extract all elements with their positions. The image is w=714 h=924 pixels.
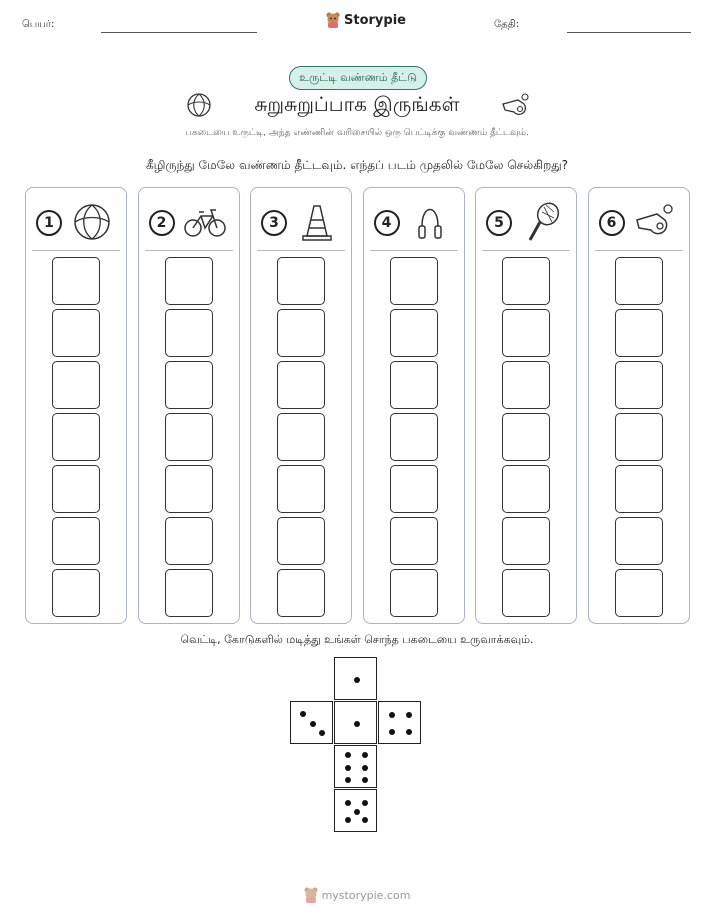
- color-box[interactable]: [390, 309, 438, 357]
- die-pip: [345, 817, 351, 823]
- column-number: 4: [374, 210, 400, 236]
- color-box[interactable]: [165, 517, 213, 565]
- color-box[interactable]: [502, 361, 550, 409]
- color-box[interactable]: [390, 413, 438, 461]
- die-pip: [362, 765, 368, 771]
- color-box[interactable]: [165, 257, 213, 305]
- color-box[interactable]: [390, 517, 438, 565]
- color-box[interactable]: [277, 517, 325, 565]
- die-pip: [362, 752, 368, 758]
- color-box[interactable]: [52, 517, 100, 565]
- color-box[interactable]: [277, 257, 325, 305]
- color-box[interactable]: [165, 569, 213, 617]
- die-pip: [345, 800, 351, 806]
- die-face-5: [334, 789, 377, 832]
- die-pip: [406, 729, 412, 735]
- die-face-4: [378, 701, 421, 744]
- color-box[interactable]: [502, 517, 550, 565]
- color-box[interactable]: [615, 465, 663, 513]
- color-box[interactable]: [52, 361, 100, 409]
- column-number: 5: [486, 210, 512, 236]
- brand-name: Storypie: [344, 12, 406, 28]
- date-line: [567, 32, 691, 33]
- color-box[interactable]: [165, 465, 213, 513]
- storypie-bear-icon: [304, 887, 318, 903]
- column-divider: [257, 250, 345, 251]
- footer: [0, 887, 714, 903]
- page-title: சுறுசுறுப்பாக இருங்கள்: [254, 92, 460, 116]
- die-net[interactable]: [290, 657, 424, 835]
- color-box[interactable]: [277, 465, 325, 513]
- column-divider: [32, 250, 120, 251]
- die-pip: [389, 712, 395, 718]
- column-divider: [145, 250, 233, 251]
- brand-logo: [326, 12, 406, 28]
- color-box[interactable]: [390, 569, 438, 617]
- column-number: 6: [599, 210, 625, 236]
- die-pip: [319, 730, 325, 736]
- die-pip: [354, 677, 360, 683]
- color-box[interactable]: [277, 309, 325, 357]
- die-face-1: [334, 701, 377, 744]
- color-box[interactable]: [615, 361, 663, 409]
- color-box[interactable]: [277, 413, 325, 461]
- color-box[interactable]: [52, 309, 100, 357]
- whistle-icon: [500, 92, 530, 118]
- die-pip: [406, 712, 412, 718]
- color-box[interactable]: [165, 361, 213, 409]
- column-number: 3: [261, 210, 287, 236]
- column-divider: [370, 250, 458, 251]
- column-5: [475, 187, 577, 624]
- color-box[interactable]: [390, 361, 438, 409]
- column-divider: [595, 250, 683, 251]
- column-divider: [482, 250, 570, 251]
- column-4: [363, 187, 465, 624]
- color-box[interactable]: [502, 569, 550, 617]
- footer-url: mystorypie.com: [321, 888, 411, 902]
- column-1: [25, 187, 127, 624]
- die-pip: [345, 777, 351, 783]
- die-pip: [345, 765, 351, 771]
- die-face-6: [334, 745, 377, 788]
- traffic-cone-icon: [295, 200, 339, 244]
- tennis-racket-icon: [520, 200, 564, 244]
- color-box[interactable]: [615, 517, 663, 565]
- die-pip: [362, 800, 368, 806]
- jump-rope-icon: [408, 200, 452, 244]
- storypie-bear-icon: [326, 12, 340, 28]
- die-pip: [362, 777, 368, 783]
- bicycle-icon: [183, 200, 227, 244]
- color-box[interactable]: [277, 361, 325, 409]
- color-box[interactable]: [52, 569, 100, 617]
- color-box[interactable]: [52, 465, 100, 513]
- name-label: பெயர்:: [22, 19, 55, 30]
- beach-ball-icon: [70, 200, 114, 244]
- die-pip: [310, 721, 316, 727]
- die-pip: [300, 711, 306, 717]
- die-face-1: [334, 657, 377, 700]
- color-box[interactable]: [615, 413, 663, 461]
- color-box[interactable]: [502, 309, 550, 357]
- die-pip: [354, 809, 360, 815]
- subtitle: பகடையை உருட்டி, அந்த எண்ணின் வரிசையில் ஒரு பெட்டிக்கு வண்ணம் தீட்டவும்.: [185, 128, 529, 138]
- instruction: கீழிருந்து மேலே வண்ணம் தீட்டவும். எந்தப் படம் முதலில் மேலே செல்கிறது?: [145, 158, 569, 172]
- name-line: [101, 32, 257, 33]
- color-box[interactable]: [165, 413, 213, 461]
- column-2: [138, 187, 240, 624]
- column-number: 1: [36, 210, 62, 236]
- die-pip: [389, 729, 395, 735]
- color-box[interactable]: [615, 309, 663, 357]
- color-box[interactable]: [277, 569, 325, 617]
- color-box[interactable]: [502, 413, 550, 461]
- color-box[interactable]: [52, 257, 100, 305]
- die-pip: [345, 752, 351, 758]
- date-label: தேதி:: [494, 19, 520, 30]
- color-box[interactable]: [52, 413, 100, 461]
- die-face-3: [290, 701, 333, 744]
- cut-instruction: வெட்டி, கோடுகளில் மடித்து உங்கள் சொந்த பகடையை உருவாக்கவும்.: [180, 633, 534, 646]
- die-pip: [354, 721, 360, 727]
- column-number: 2: [149, 210, 175, 236]
- color-box[interactable]: [502, 257, 550, 305]
- activity-badge: உருட்டி வண்ணம் தீட்டு: [289, 66, 427, 90]
- color-box[interactable]: [165, 309, 213, 357]
- color-box[interactable]: [390, 257, 438, 305]
- die-pip: [362, 817, 368, 823]
- whistle-icon: [633, 200, 677, 244]
- color-box[interactable]: [502, 465, 550, 513]
- color-box[interactable]: [390, 465, 438, 513]
- column-6: [588, 187, 690, 624]
- color-box[interactable]: [615, 569, 663, 617]
- color-box[interactable]: [615, 257, 663, 305]
- column-3: [250, 187, 352, 624]
